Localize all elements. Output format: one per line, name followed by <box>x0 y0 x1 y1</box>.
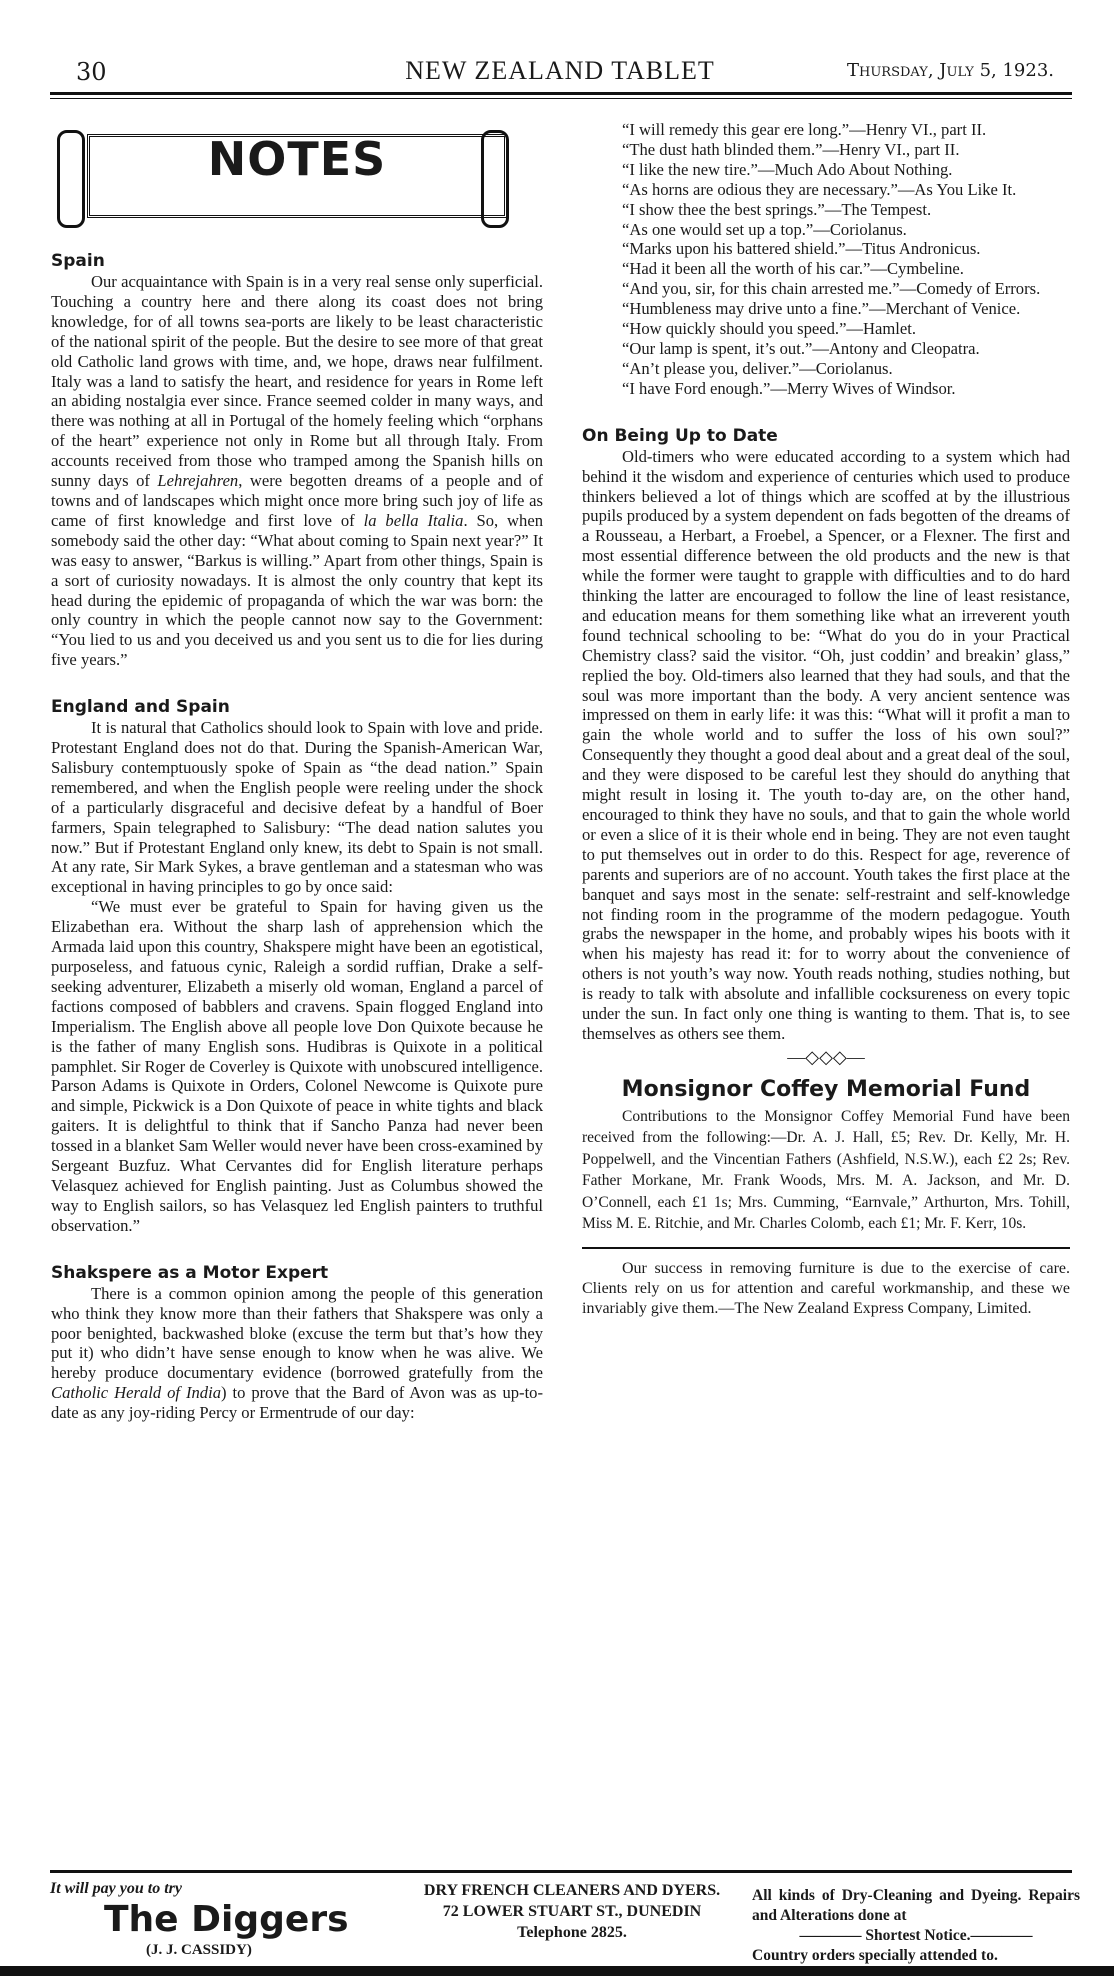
quote-item: “An’t please you, deliver.”—Coriolanus. <box>622 358 893 378</box>
bottom-bar <box>0 1966 1114 1976</box>
quote-item: “Our lamp is spent, it’s out.”—Antony and Cleopatra. <box>622 338 980 358</box>
diggers-name: The Diggers <box>104 1899 349 1940</box>
quote-item: “I like the new tire.”—Much Ado About Nothing. <box>622 159 953 179</box>
quote-item: “The dust hath blinded them.”—Henry VI., part II. <box>622 139 960 159</box>
quote-item: “I have Ford enough.”—Merry Wives of Windsor. <box>622 378 956 398</box>
section-heading-england: England and Spain <box>51 697 230 718</box>
cleaners-line1: DRY FRENCH CLEANERS AND DYERS. <box>423 1882 721 1899</box>
spain-paragraph: Our acquaintance with Spain is in a very real sense only superficial. Touching a country here and there along its coast does not bring knowledge, for of all towns sea-ports are likely to be least characteristic of the national spirit of the people. But the desire to see more of that great old Catholic land grows with time, and, we hope, draws near fulfilment. Italy was a land to satisfy the heart, and residence for years in Rome left an abiding nostalgia ever since. France seemed colder in many ways, and there was nothing at all in Portugal of the homely feeling which “orphans of the heart” experience not only in Rome but all through Italy. From accounts received from those who tramped among the Spanish hills on sunny days of Lehrejahren, were begotten dreams of a people and of towns and of landscapes which might once more bring such joy of life as came of first knowledge and first love of la bella Italia. So, when somebody said the other day: “What about coming to Spain next year?” It was easy to answer, “Barkus is willing.” Apart from other things, Spain is a sort of curiosity nowadays. It is almost the only country that kept its head during the epidemic of propaganda of which the war was born: the only country in which the people cannot now say to the Government: “You lied to us and you deceived us and you sent us to die for lies during five years.” <box>51 272 543 670</box>
quote-item: “Marks upon his battered shield.”—Titus Andronicus. <box>622 239 981 259</box>
diggers-ad <box>50 1880 380 1959</box>
fund-paragraph: Contributions to the Monsignor Coffey Memorial Fund have been received from the following:—Dr. A. J. Hall, £5; Rev. Dr. Kelly, Mr. H. Poppelwell, and the Vincentian Fathers (Ashfield, N.S.W.), each £2 2s; Rev. Father Morkane, Mr. Frank Woods, Mrs. M. A. Jackson, and Mr. D. O’Connell, each £1 1s; Mrs. Cumming, “Earnvale,” Arthurton, Mrs. Tohill, Miss M. E. Ritchie, and Mr. Charles Colomb, each £1; Mr. F. Kerr, 10s. <box>582 1107 1070 1233</box>
england-paragraph-1: It is natural that Catholics should look to Spain with love and pride. Protestant England does not do that. During the Spanish-American War, Salisbury contemptuously spoke of Spain as “the dead nation.” Spain remembered, and when the English people were reeling under the shock of a particularly disgraceful and decisive defeat by a handful of Boer farmers, Spain telegraphed to Salisbury: “The dead nation salutes you now.” But if Protestant England only knew, its debt to Spain is not small. At any rate, Sir Mark Sykes, a brave gentleman and a statesman who was exceptional in having principles to go by once said: <box>51 718 543 897</box>
cleaners-telephone: Telephone 2825. <box>517 1924 627 1941</box>
diggers-lead: It will pay you to try <box>50 1880 182 1897</box>
header-rule <box>50 92 1072 95</box>
header-rule-thin <box>50 98 1072 99</box>
dyeing-line1: All kinds of Dry-Cleaning and Dyeing. Repairs and Alterations done at <box>752 1887 1080 1924</box>
dyeing-ad <box>752 1886 1080 1966</box>
quote-item: “Humbleness may drive unto a fine.”—Merchant of Venice. <box>622 299 1021 319</box>
issue-date: Thursday, July 5, 1923. <box>846 60 1054 81</box>
page-header <box>60 58 1060 86</box>
scroll-ornament-icon <box>57 130 85 228</box>
cleaners-ad <box>382 1880 762 1943</box>
express-paragraph: Our success in removing furniture is due to the exercise of care. Clients rely on us for attention and careful workmanship, and these we invariably give them.—The New Zealand Express Company, Limited. <box>582 1259 1070 1317</box>
fund-title: Monsignor Coffey Memorial Fund <box>621 1076 1031 1102</box>
section-heading-up-to-date: On Being Up to Date <box>582 425 778 446</box>
notes-title: NOTES <box>207 132 387 186</box>
left-column <box>51 120 543 1423</box>
diggers-owner: (J. J. CASSIDY) <box>146 1942 252 1958</box>
up-to-date-paragraph: Old-timers who were educated according to a system which had behind it the wisdom and experience of centuries which used to produce thinkers believed a lot of things which are scoffed at by the illustrious pupils produced by a system dependent on fads begotten of the dreams of a Rousseau, a Herbart, a Froebel, a Spencer, or a Flexner. The first and most essential difference between the old products and the new is that while the former were taught to grapple with difficulties and to do hard thinking the latter are encouraged to follow the line of least resistance, and education means for them something like what an irreverent youth found technical schooling to be: “What do you do in your Practical Chemistry class? said the visitor. “Oh, just coddin’ and breakin’ glass,” replied the boy. Old-timers also learned that they had souls, and that the soul was more important than the body. A very ancient sentence was impressed on them in early life: it was this: “What will it profit a man to gain the whole world and to suffer the loss of his own soul?” Consequently they thought a good deal about and a great deal of the soul, and they were disposed to be careful lest they should do anything that might result in losing it. The youth to-day are, on the other hand, encouraged to think they have no souls, and that to gain the whole world or even a slice of it is their whole end in being. They are not even taught to put themselves out in order to do this. Respect for age, reverence of parents and superiors are of no account. Youth takes the first place at the banquet and says most in the senate: self-restraint and self-knowledge not finding room in the programme of the modern pedagogue. Youth grabs the newspaper in the home, and probably wipes his boots with it when his majesty has read it: for to worry about the convenience of others is not youth’s way now. Youth reads nothing, studies nothing, but is ready to talk with absolute and infallible cocksureness on every topic under the sun. In fact only one thing is wanting to them. That is, to see themselves as others see them. <box>582 446 1070 1043</box>
footer-rule <box>50 1870 1072 1873</box>
quote-item: “How quickly should you speed.”—Hamlet. <box>622 319 917 339</box>
page-number: 30 <box>76 58 107 86</box>
section-heading-spain: Spain <box>51 251 105 271</box>
shakspere-paragraph: There is a common opinion among the people of this generation who think they know more than their fathers that Shakspere was only a poor benighted, backwashed bloke (excuse the term but that’s how they put it) who didn’t have sense enough to know when he was alive. We hereby produce documentary evidence (borrowed gratefully from the Catholic Herald of India) to prove that the Bard of Avon was as up-to-date as any joy-riding Percy or Ermentrude of our day: <box>51 1283 544 1423</box>
section-heading-shakspere: Shakspere as a Motor Expert <box>51 1262 329 1283</box>
quote-item: “And you, sir, for this chain arrested me.”—Comedy of Errors. <box>622 279 1041 299</box>
dyeing-line3: Country orders specially attended to. <box>752 1947 998 1964</box>
publication-title: NEW ZEALAND TABLET <box>405 56 715 85</box>
england-paragraph-2: “We must ever be grateful to Spain for having given us the Elizabethan era. Without the sharp lash of apprehension which the Armada laid upon this country, Shakspere might have been an egotistical, purposeless, and fatuous cynic, Raleigh a sordid ruffian, Drake a self-seeking adventurer, Elizabeth a miserly old woman, England a parcel of factions composed of babblers and cravens. Spain flogged England into Imperialism. The English above all people love Don Quixote because he is the father of many English sons. Hudibras is Quixote in a political pamphlet. Sir Roger de Coverley is Quixote with unobscured intelligence. Parson Adams is Quixote in Orders, Colonel Newcome is Quixote pure and simple, Pickwick is a Don Quixote of peace in white tights and black gaiters. It is delightful to think that if Sancho Panza had never been tossed in a blanket Sam Weller would never have been cross-examined by Sergeant Buzfuz. What Cervantes did for English literature perhaps Velasquez achieved for English painting. Just as Columbus showed the way to English sailors, so has Velasquez led English painters to truthful observation.” <box>51 897 543 1235</box>
quote-item: “I show thee the best springs.”—The Tempest. <box>622 199 932 219</box>
notes-banner <box>51 120 543 230</box>
dyeing-line2: ———— Shortest Notice.———— <box>799 1927 1033 1944</box>
advertisement-footer <box>50 1880 1080 1976</box>
quote-item: “I will remedy this gear ere long.”—Henry VI., part II. <box>622 120 987 139</box>
quote-item: “As horns are odious they are necessary.”—As You Like It. <box>622 179 1017 199</box>
quote-item: “As one would set up a top.”—Coriolanus. <box>622 219 907 239</box>
right-column <box>582 120 1070 1319</box>
divider-ornament-icon: —◇◇◇— <box>787 1046 865 1067</box>
quote-item: “Had it been all the worth of his car.”—Cymbeline. <box>622 259 964 279</box>
scroll-ornament-icon <box>481 130 509 228</box>
express-company-notice <box>582 1247 1070 1319</box>
cleaners-address: 72 LOWER STUART ST., DUNEDIN <box>442 1903 702 1920</box>
quote-list <box>582 120 1070 399</box>
